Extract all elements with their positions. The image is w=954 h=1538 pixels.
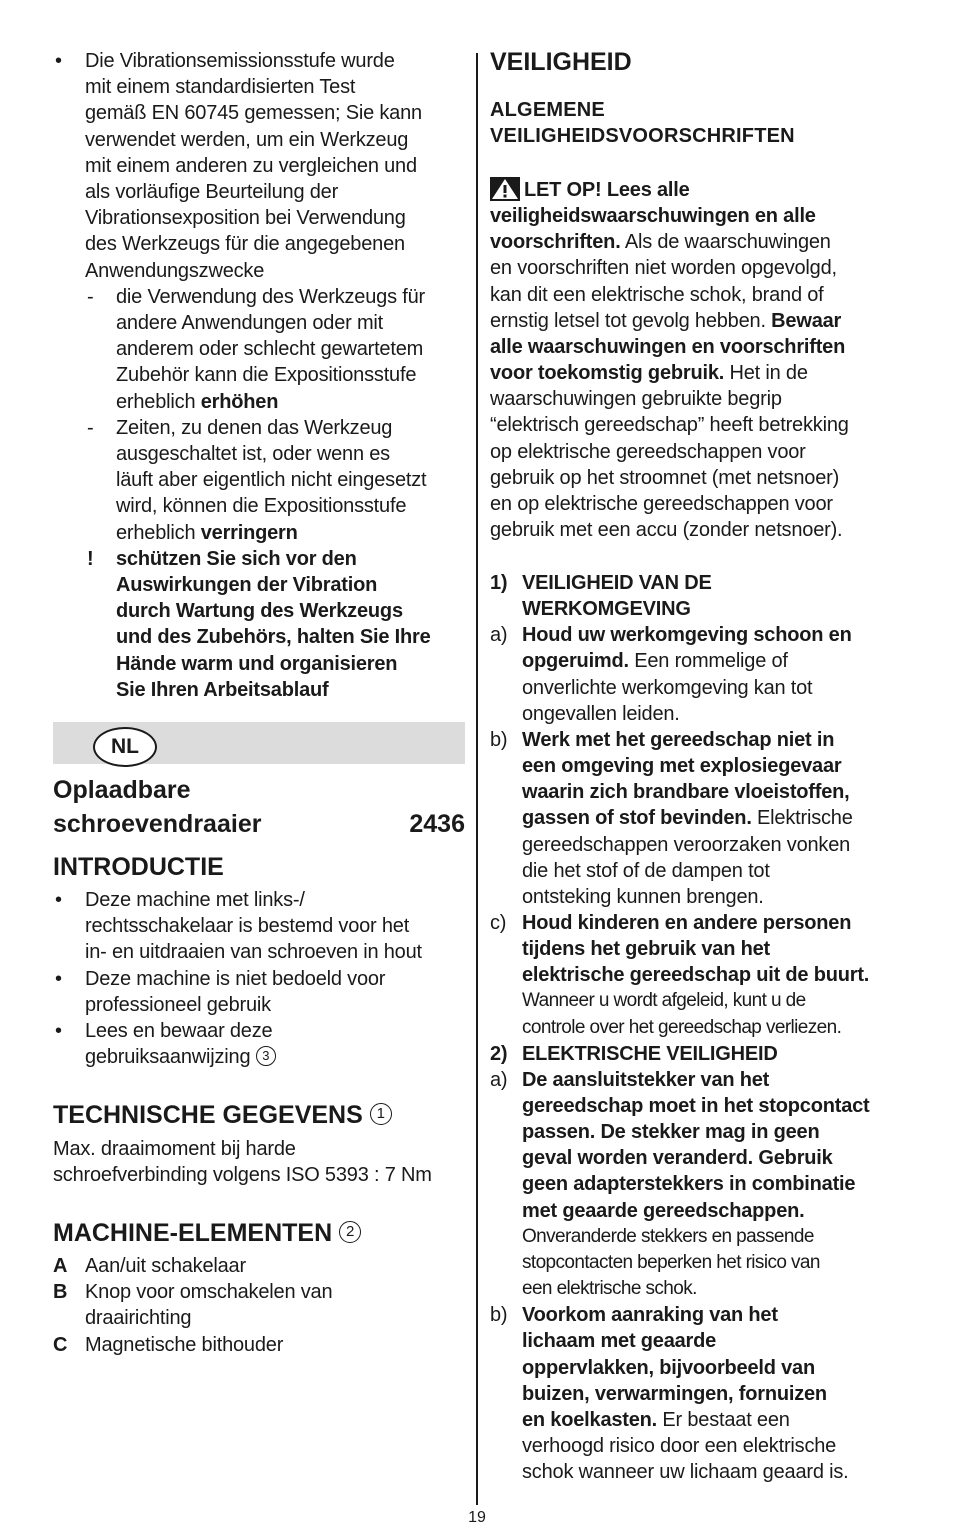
item-key: a) bbox=[490, 624, 508, 647]
bold-text: lichaam met geaarde bbox=[522, 1330, 717, 1353]
bold-text: Houd kinderen en andere personen bbox=[522, 911, 852, 934]
language-bar bbox=[53, 722, 465, 764]
tech-spec-line: schroefverbinding volgens ISO 5393 : 7 Nm bbox=[53, 1164, 432, 1187]
product-title-line1: Oplaadbare bbox=[53, 776, 191, 804]
sub-item-1-line: anderem oder schlecht gewartetem bbox=[116, 338, 424, 361]
element-label: Aan/uit schakelaar bbox=[85, 1255, 246, 1277]
section-title-line: ELEKTRISCHE VEILIGHEID bbox=[522, 1042, 778, 1065]
warning-paragraph-line bbox=[490, 229, 831, 255]
vibration-text-line: Die Vibrationsemissionsstufe wurde bbox=[85, 50, 395, 72]
vibration-text-line: Anwendungszwecke bbox=[85, 259, 265, 282]
column-divider bbox=[476, 53, 478, 1505]
bold-text: opgeruimd. bbox=[522, 650, 629, 673]
plain-text: schok wanneer uw lichaam geaard is. bbox=[522, 1461, 849, 1484]
text-line bbox=[522, 858, 770, 884]
bold-text: Houd uw werkomgeving schoon en bbox=[522, 624, 852, 647]
plain-text: ernstig letsel tot gevolg hebben. bbox=[490, 309, 772, 332]
plain-text: erheblich bbox=[116, 521, 201, 544]
text-line bbox=[522, 1407, 790, 1433]
dash-marker: - bbox=[87, 285, 94, 308]
bold-text: tijdens het gebruik van het bbox=[522, 938, 770, 961]
bold-text: LET OP! Lees alle bbox=[524, 179, 690, 201]
bold-text: gereedschap moet in het stopcontact bbox=[522, 1095, 870, 1117]
plain-text: gebruik op het stroomnet (met netsnoer) bbox=[490, 466, 840, 489]
item-key: c) bbox=[490, 911, 507, 934]
sub-item-2-line: läuft aber eigentlich nicht eingesetzt bbox=[116, 469, 427, 492]
bold-text: geen adapterstekkers in combinatie bbox=[522, 1173, 856, 1196]
vibration-text-line: gemäß EN 60745 gemessen; Sie kann bbox=[85, 102, 422, 125]
item-key: b) bbox=[490, 1304, 508, 1327]
plain-text: waarschuwingen gebruikte begrip bbox=[490, 388, 782, 411]
bold-text: gassen of stof bevinden. bbox=[522, 807, 752, 830]
plain-text: onverlichte werkomgeving kan tot bbox=[522, 676, 813, 699]
section-heading-technische-gegevens bbox=[53, 1101, 392, 1130]
text-line bbox=[522, 1302, 778, 1328]
text-line bbox=[522, 1224, 814, 1250]
warning-paragraph-line bbox=[490, 412, 849, 438]
plain-text: die het stof of de dampen tot bbox=[522, 859, 770, 882]
intro-bullet-line: in- en uitdraaien van schroeven in hout bbox=[85, 941, 422, 964]
intro-bullet-line: rechtsschakelaar is bestemd voor het bbox=[85, 915, 410, 938]
intro-bullet-line bbox=[85, 1044, 276, 1070]
bold-text: buizen, verwarmingen, fornuizen bbox=[522, 1382, 827, 1405]
bold-text: veiligheidswaarschuwingen en alle bbox=[490, 205, 816, 228]
warning-paragraph-line bbox=[490, 334, 845, 360]
figure-ref-badge: 3 bbox=[256, 1046, 276, 1066]
plain-text: verhoogd risico door een elektrische bbox=[522, 1434, 837, 1457]
bold-text: voor toekomstig gebruik. bbox=[490, 362, 725, 385]
element-label: draairichting bbox=[85, 1307, 192, 1330]
item-key: a) bbox=[490, 1068, 508, 1091]
sub-item-1-line: andere Anwendungen oder mit bbox=[116, 312, 384, 334]
text-line bbox=[522, 1171, 855, 1197]
warning-paragraph-line bbox=[490, 282, 824, 308]
sub-item-1-line: die Verwendung des Werkzeugs für bbox=[116, 285, 425, 308]
warning-paragraph-line bbox=[490, 255, 837, 281]
plain-text: Onveranderde stekkers en passende bbox=[522, 1225, 814, 1247]
sub-item-2-line bbox=[116, 520, 298, 546]
text-line bbox=[522, 1015, 841, 1041]
figure-ref-badge: 2 bbox=[339, 1221, 361, 1243]
text-line bbox=[522, 805, 853, 831]
warning-triangle-icon bbox=[490, 177, 520, 201]
text-line bbox=[522, 1433, 836, 1459]
bullet-marker: • bbox=[55, 967, 62, 990]
bold-text: voorschriften. bbox=[490, 231, 621, 254]
plain-text: gebruiksaanwijzing bbox=[85, 1046, 251, 1069]
warning-text-line: Sie Ihren Arbeitsablauf bbox=[116, 678, 329, 701]
text-line bbox=[522, 1459, 849, 1485]
language-badge: NL bbox=[93, 727, 157, 767]
text-line bbox=[522, 1198, 805, 1224]
warning-paragraph-line bbox=[490, 203, 816, 229]
plain-text: gereedschappen veroorzaken vonken bbox=[522, 833, 851, 856]
item-key: b) bbox=[490, 728, 508, 751]
bold-text: een omgeving met explosiegevaar bbox=[522, 755, 842, 778]
text-line bbox=[522, 884, 764, 910]
section-number: 1) bbox=[490, 572, 508, 594]
bold-text: De aansluitstekker van het bbox=[522, 1068, 770, 1091]
plain-text: controle over het gereedschap verliezen. bbox=[522, 1016, 842, 1038]
intro-bullet-line: Deze machine met links-/ bbox=[85, 889, 305, 911]
vibration-text-line: als vorläufige Beurteilung der bbox=[85, 181, 339, 203]
bold-text: en koelkasten. bbox=[522, 1408, 658, 1431]
text-line bbox=[522, 1119, 819, 1145]
warning-paragraph-line bbox=[490, 386, 782, 412]
text-line bbox=[522, 1093, 870, 1119]
text-line bbox=[522, 1250, 820, 1276]
plain-text: op elektrische gereedschappen voor bbox=[490, 440, 806, 463]
warning-text-line: und des Zubehörs, halten Sie Ihre bbox=[116, 626, 431, 649]
vibration-text-line: verwendet werden, um ein Werkzeug bbox=[85, 128, 409, 151]
warning-paragraph-line bbox=[490, 439, 806, 465]
warning-paragraph-line bbox=[490, 491, 833, 517]
bold-text: waarin zich brandbare vloeistoffen, bbox=[522, 781, 850, 804]
heading-text: MACHINE-ELEMENTEN bbox=[53, 1219, 333, 1247]
sub-item-1-line bbox=[116, 389, 278, 415]
plain-text: en voorschriften niet worden opgevolgd, bbox=[490, 257, 837, 280]
plain-text: gebruik met een accu (zonder netsnoer). bbox=[490, 518, 843, 541]
plain-text: ongevallen leiden. bbox=[522, 702, 680, 725]
element-key: A bbox=[53, 1255, 68, 1277]
warning-paragraph-line bbox=[490, 308, 841, 334]
bullet-marker: • bbox=[55, 50, 62, 72]
bold-text: passen. De stekker mag in geen bbox=[522, 1121, 820, 1144]
bold-text: Voorkom aanraking van het bbox=[522, 1304, 778, 1327]
page-number: 19 bbox=[468, 1509, 486, 1526]
vibration-text-line: mit einem anderen zu vergleichen und bbox=[85, 154, 417, 177]
subheading-line: ALGEMENE bbox=[490, 99, 605, 121]
text-line bbox=[522, 753, 841, 779]
warning-text-line: Hände warm und organisieren bbox=[116, 652, 398, 675]
warning-paragraph-line bbox=[490, 360, 808, 386]
bold-text: Werk met het gereedschap niet in bbox=[522, 728, 835, 751]
bold-text: erhöhen bbox=[200, 390, 279, 413]
text-line bbox=[522, 910, 851, 936]
plain-text: Elektrische bbox=[751, 807, 853, 830]
sub-item-2-line: wird, können die Expositionsstufe bbox=[116, 495, 407, 518]
bold-text: verringern bbox=[200, 521, 298, 544]
text-line bbox=[522, 1355, 815, 1381]
figure-ref-badge: 1 bbox=[370, 1103, 392, 1125]
warning-text-line: Auswirkungen der Vibration bbox=[116, 574, 378, 596]
text-line bbox=[522, 936, 770, 962]
text-line bbox=[522, 1067, 769, 1093]
vibration-text-line: Vibrationsexposition bei Verwendung bbox=[85, 207, 406, 230]
warning-text-line: durch Wartung des Werkzeugs bbox=[116, 600, 403, 623]
element-key: C bbox=[53, 1333, 68, 1356]
plain-text: “elektrisch gereedschap” heeft betrekking bbox=[490, 414, 849, 437]
product-title-line2: schroevendraaier bbox=[53, 810, 262, 838]
text-line bbox=[522, 622, 852, 648]
intro-bullet-line: Deze machine is niet bedoeld voor bbox=[85, 967, 386, 990]
text-line bbox=[522, 1276, 697, 1302]
sub-item-2-line: Zeiten, zu denen das Werkzeug bbox=[116, 416, 393, 439]
text-line bbox=[522, 1381, 827, 1407]
vibration-text-line: mit einem standardisierten Test bbox=[85, 76, 356, 99]
plain-text: stopcontacten beperken het risico van bbox=[522, 1251, 820, 1273]
sub-item-2-line: ausgeschaltet ist, oder wenn es bbox=[116, 443, 390, 465]
section-number: 2) bbox=[490, 1042, 508, 1065]
bold-text: elektrische gereedschap uit de buurt. bbox=[522, 964, 870, 987]
plain-text: Als de waarschuwingen bbox=[620, 231, 831, 254]
bold-text: Bewaar bbox=[771, 309, 842, 332]
product-number: 2436 bbox=[409, 810, 465, 838]
plain-text: Er bestaat een bbox=[657, 1408, 790, 1431]
section-title-line: VEILIGHEID VAN DE bbox=[522, 572, 712, 594]
warning-text-line: schützen Sie sich vor den bbox=[116, 547, 357, 570]
plain-text: ontsteking kunnen brengen. bbox=[522, 885, 764, 908]
bullet-marker: • bbox=[55, 1020, 62, 1042]
plain-text: en op elektrische gereedschappen voor bbox=[490, 492, 833, 515]
text-line bbox=[522, 832, 850, 858]
text-line bbox=[522, 1145, 833, 1171]
plain-text: Een rommelige of bbox=[628, 650, 788, 673]
tech-spec-line: Max. draaimoment bij harde bbox=[53, 1138, 296, 1160]
bold-text: geval worden veranderd. Gebruik bbox=[522, 1147, 833, 1170]
vibration-text-line: des Werkzeugs für die angegebenen bbox=[85, 233, 405, 256]
heading-text: TECHNISCHE GEGEVENS bbox=[53, 1101, 363, 1129]
intro-bullet-line: Lees en bewaar deze bbox=[85, 1020, 273, 1042]
section-heading-introductie: INTRODUCTIE bbox=[53, 853, 224, 881]
element-label: Magnetische bithouder bbox=[85, 1333, 284, 1356]
text-line bbox=[522, 701, 680, 727]
dash-marker: - bbox=[87, 416, 94, 439]
sub-item-1-line: Zubehör kann die Expositionsstufe bbox=[116, 364, 417, 387]
subheading-line: VEILIGHEIDSVOORSCHRIFTEN bbox=[490, 125, 795, 147]
plain-text: kan dit een elektrische schok, brand of bbox=[490, 283, 824, 306]
bold-text: oppervlakken, bijvoorbeeld van bbox=[522, 1356, 815, 1379]
text-line bbox=[522, 779, 850, 805]
bullet-marker: • bbox=[55, 889, 62, 911]
text-line bbox=[522, 727, 834, 753]
text-line bbox=[522, 988, 806, 1014]
element-key: B bbox=[53, 1281, 68, 1304]
text-line bbox=[522, 1328, 716, 1354]
bold-text: met geaarde gereedschappen. bbox=[522, 1199, 805, 1222]
text-line bbox=[522, 962, 869, 988]
exclamation-marker: ! bbox=[87, 547, 94, 570]
element-label: Knop voor omschakelen van bbox=[85, 1281, 333, 1304]
section-heading-machine-elementen bbox=[53, 1219, 361, 1248]
plain-text: een elektrische schok. bbox=[522, 1278, 697, 1300]
text-line bbox=[522, 648, 788, 674]
plain-text: Het in de bbox=[724, 362, 808, 385]
warning-paragraph-line bbox=[490, 517, 842, 543]
section-heading-veiligheid: VEILIGHEID bbox=[490, 48, 632, 76]
text-line bbox=[522, 675, 812, 701]
intro-bullet-line: professioneel gebruik bbox=[85, 993, 271, 1016]
bold-text: alle waarschuwingen en voorschriften bbox=[490, 335, 846, 358]
warning-paragraph-line bbox=[490, 177, 690, 203]
plain-text: erheblich bbox=[116, 390, 201, 413]
plain-text: Wanneer u wordt afgeleid, kunt u de bbox=[522, 990, 806, 1012]
section-title-line: WERKOMGEVING bbox=[522, 598, 691, 621]
warning-paragraph-line bbox=[490, 465, 839, 491]
